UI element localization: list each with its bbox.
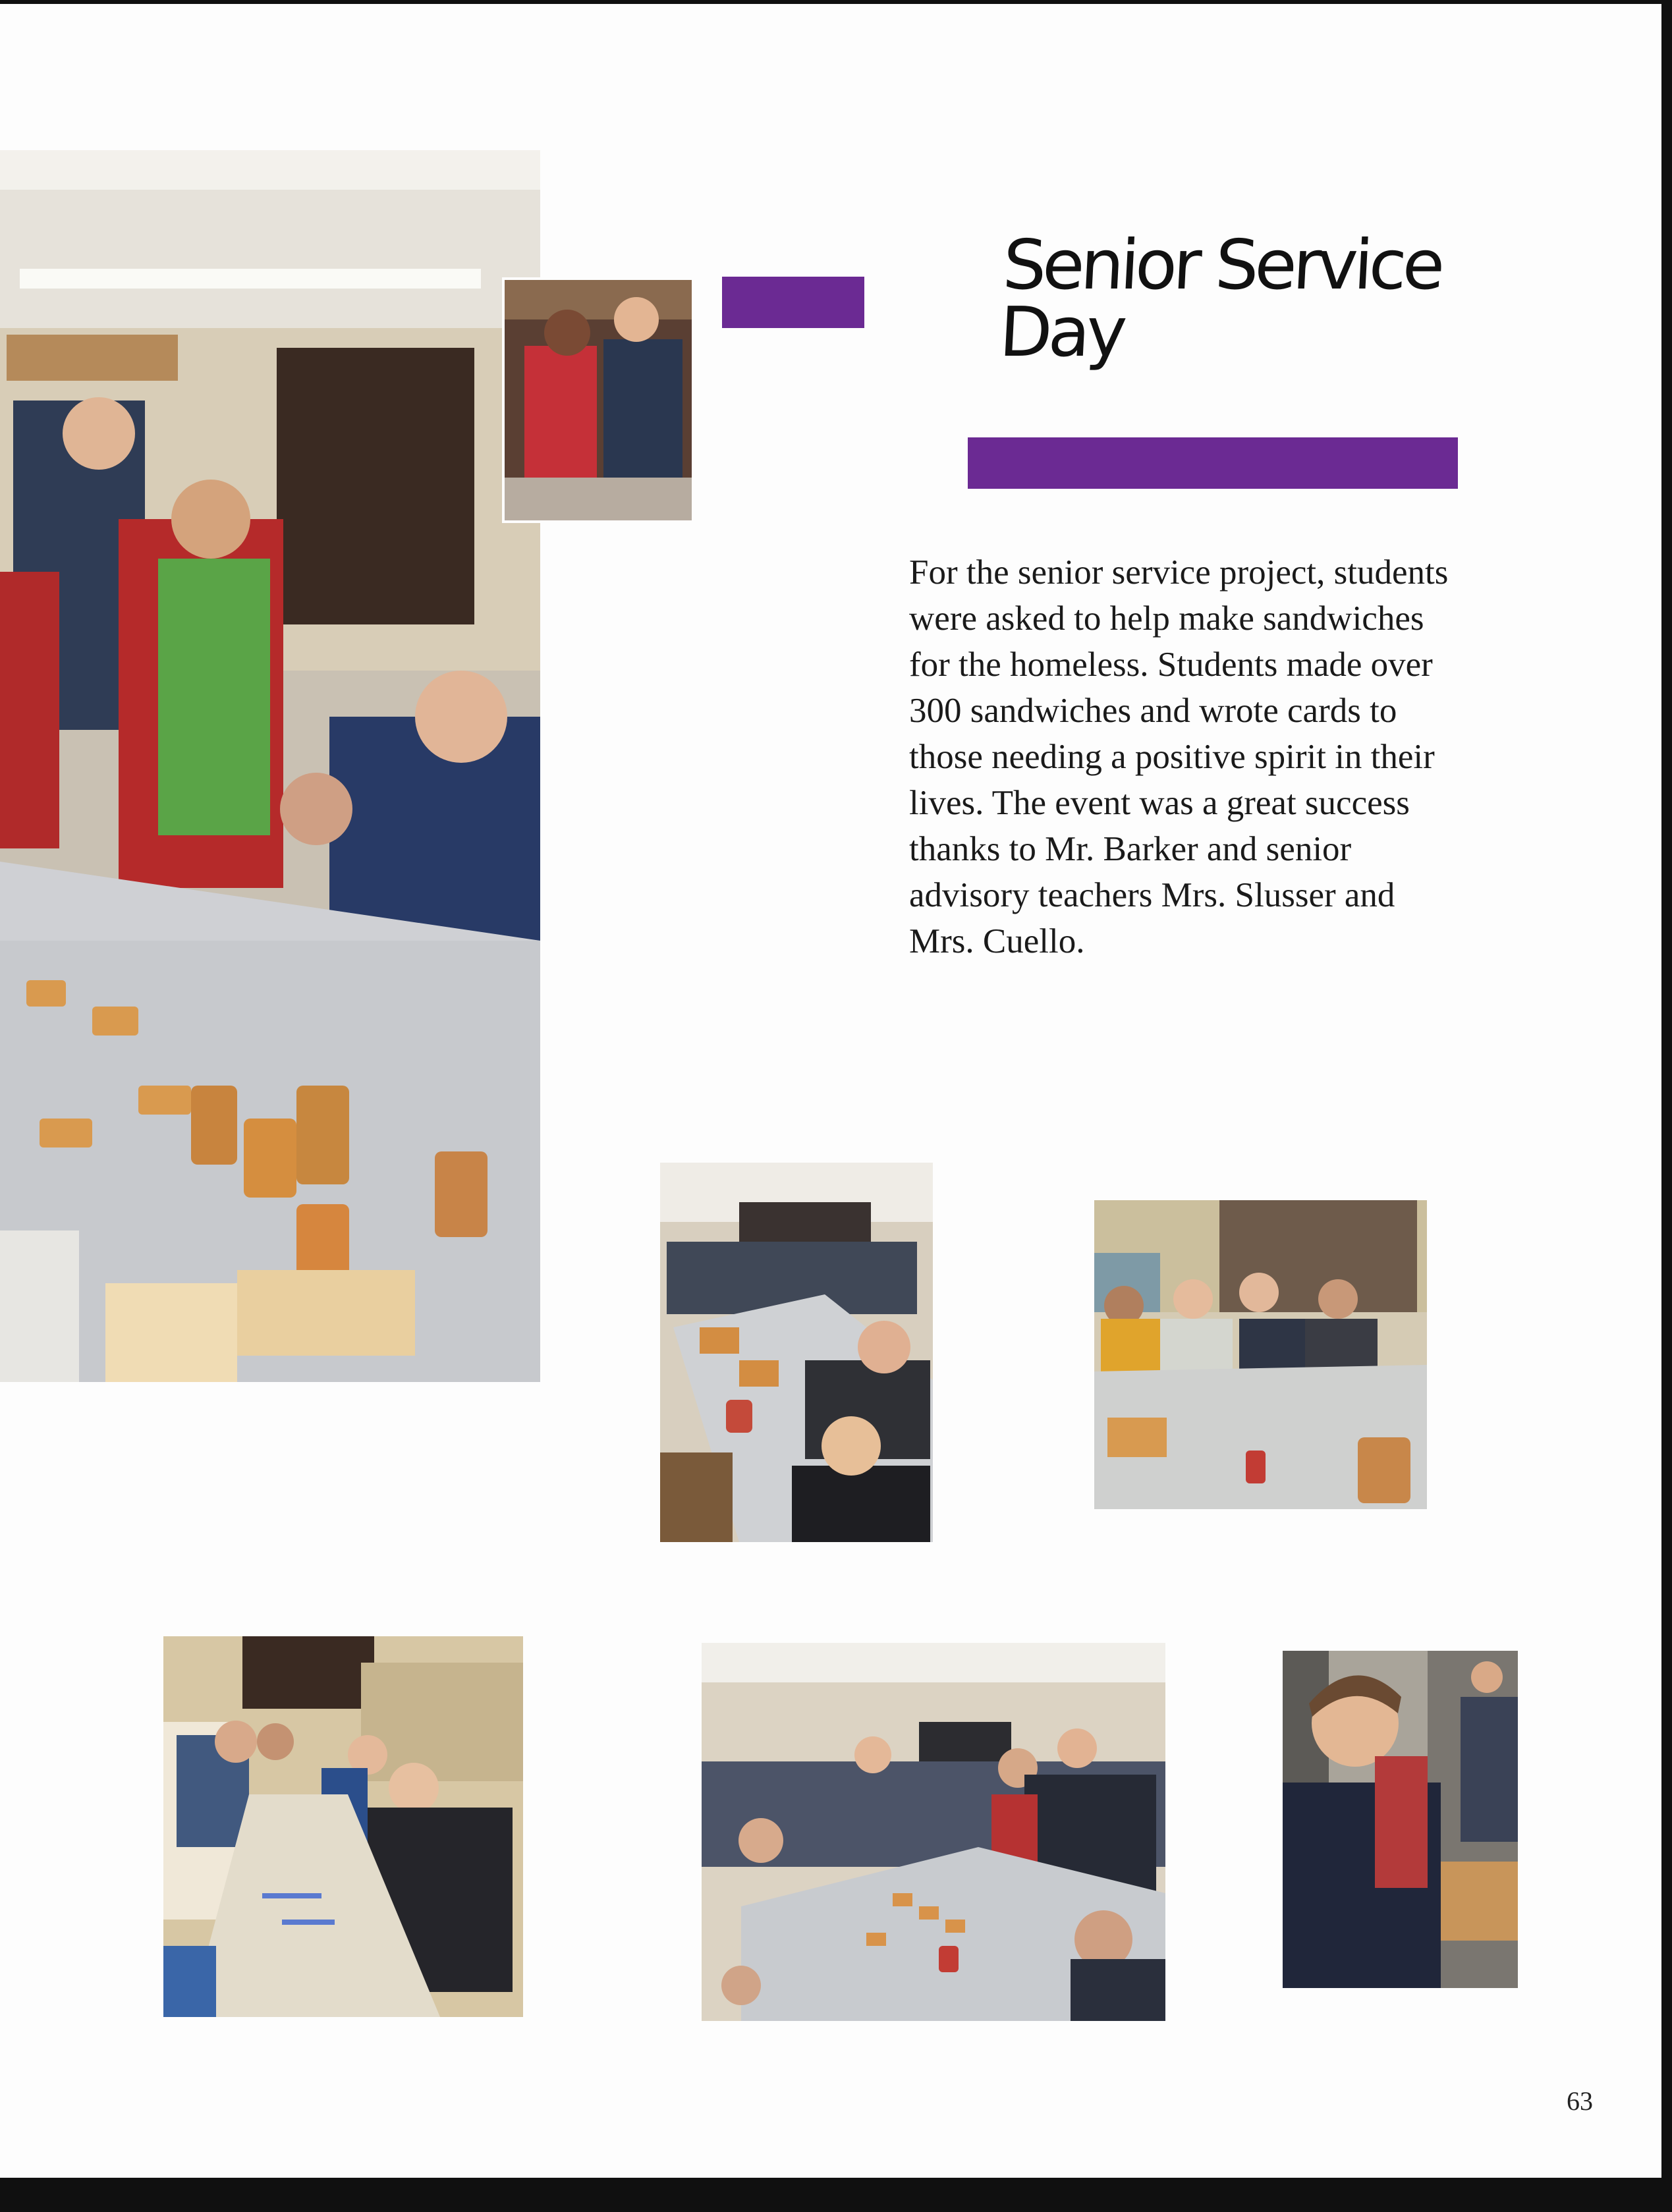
photo-student-portrait xyxy=(1283,1651,1518,1988)
photo-students-seated xyxy=(1094,1200,1427,1509)
page-title-line-1: Senior Service xyxy=(1001,225,1443,305)
page-title xyxy=(997,225,1443,372)
yearbook-page xyxy=(0,4,1661,2178)
inset-photo-art xyxy=(505,280,692,520)
inset-photo-two-students xyxy=(502,277,694,523)
main-photo-sandwich-line xyxy=(0,150,540,1382)
photo-card-writing-table-art xyxy=(163,1636,523,2017)
photo-student-portrait-art xyxy=(1283,1651,1518,1988)
photo-cafeteria-group-art xyxy=(702,1643,1165,2021)
accent-bar-small xyxy=(722,277,864,328)
photo-long-table-overview xyxy=(660,1163,933,1542)
body-paragraph: For the senior service project, students were asked to help make sandwiches for the homeless. Students made over 300 sandwiches and wrote cards to those needing a positive spirit in their lives. The event was a great success thanks to Mr. Barker and senior advisory teachers Mrs. Slusser and Mrs. Cuello. xyxy=(909,553,1449,960)
photo-long-table-overview-art xyxy=(660,1163,933,1542)
photo-card-writing-table xyxy=(163,1636,523,2017)
page-number: 63 xyxy=(1567,2086,1593,2116)
page-title-line-2: Day xyxy=(997,292,1125,372)
accent-bar-wide xyxy=(968,437,1458,489)
photo-students-seated-art xyxy=(1094,1200,1427,1509)
photo-cafeteria-group xyxy=(702,1643,1165,2021)
main-photo-art xyxy=(0,150,540,1382)
